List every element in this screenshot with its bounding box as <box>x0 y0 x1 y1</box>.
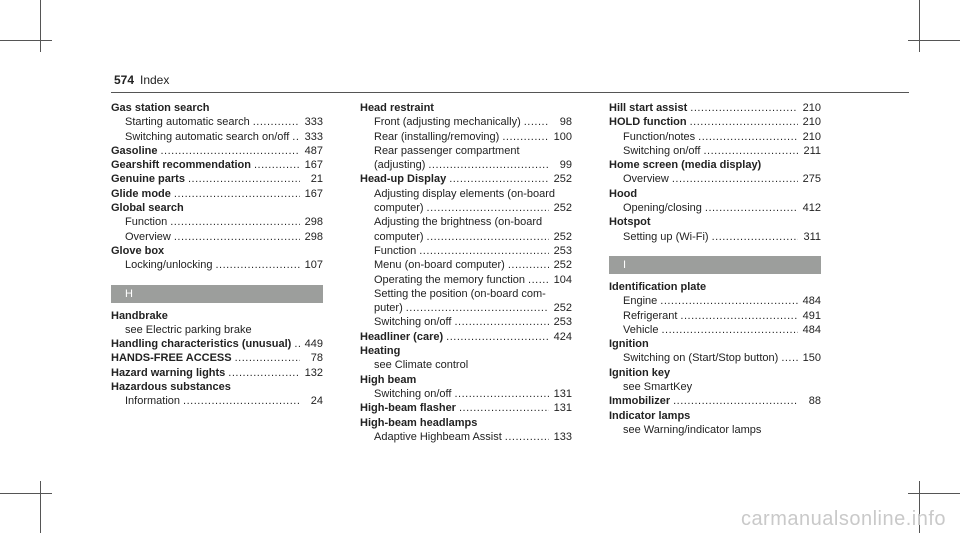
index-entry[interactable] <box>111 187 323 201</box>
dot-leader <box>661 323 798 337</box>
page-reference[interactable]: 253 <box>553 244 572 257</box>
dot-leader <box>508 258 549 272</box>
dot-leader <box>524 115 549 129</box>
dot-leader <box>215 258 300 272</box>
page-reference[interactable]: 21 <box>310 173 323 186</box>
section-letter-header: H <box>111 285 323 303</box>
entry-text: Vehicle <box>623 323 659 336</box>
section-letter-header: I <box>609 256 821 274</box>
index-entry[interactable] <box>609 394 821 408</box>
entry-text: Setting up (Wi-Fi) <box>623 230 709 243</box>
dot-leader <box>690 115 798 129</box>
entry-text: Hill start assist <box>609 102 688 114</box>
index-subentry[interactable] <box>609 172 821 186</box>
entry-text: Handling characteristics (unusual) <box>111 338 292 351</box>
page-reference[interactable]: 484 <box>802 295 821 308</box>
index-subentry[interactable]: see Warning/indicator lamps <box>623 423 762 436</box>
page-reference[interactable]: 253 <box>553 316 572 329</box>
page-reference[interactable]: 210 <box>802 102 821 114</box>
entry-text: Rear (installing/removing) <box>374 130 500 143</box>
page-reference[interactable]: 252 <box>553 302 572 315</box>
crop-mark <box>0 40 52 41</box>
dot-leader <box>454 387 549 401</box>
dot-leader <box>228 366 300 380</box>
index-entry: Home screen (media display) <box>609 159 762 172</box>
crop-mark <box>919 0 920 52</box>
dot-leader <box>705 201 798 215</box>
entry-text: Overview <box>125 230 171 243</box>
index-entry[interactable] <box>111 337 323 351</box>
dot-leader <box>698 130 798 144</box>
index-column-2 <box>360 101 572 444</box>
entry-text: Switching automatic search on/off <box>125 130 290 143</box>
index-entry: High beam <box>360 373 417 386</box>
dot-leader <box>673 394 798 408</box>
dot-leader <box>235 351 300 365</box>
index-entry: Ignition <box>609 338 649 351</box>
index-subentry[interactable] <box>360 387 572 401</box>
dot-leader <box>406 301 549 315</box>
index-entry: Identification plate <box>609 280 707 293</box>
index-entry[interactable] <box>111 351 323 365</box>
dot-leader <box>680 309 798 323</box>
index-entry: Hazardous substances <box>111 381 231 394</box>
index-subentry[interactable] <box>609 130 821 144</box>
crop-mark <box>908 493 960 494</box>
entry-text: Opening/closing <box>623 202 702 215</box>
index-subentry[interactable] <box>609 294 821 308</box>
dot-leader <box>712 230 798 244</box>
index-subentry[interactable] <box>609 144 821 158</box>
page-reference[interactable]: 98 <box>559 116 572 129</box>
index-subentry[interactable] <box>360 230 572 244</box>
page-reference[interactable]: 210 <box>802 116 821 129</box>
dot-leader <box>160 144 300 158</box>
entry-text: Genuine parts <box>111 173 185 186</box>
entry-text: HANDS-FREE ACCESS <box>111 352 232 365</box>
page-reference[interactable]: 88 <box>808 395 821 408</box>
index-subentry[interactable] <box>360 258 572 272</box>
page-reference[interactable]: 252 <box>553 259 572 272</box>
index-entry[interactable] <box>360 330 572 344</box>
page-reference[interactable]: 412 <box>802 202 821 215</box>
index-subentry[interactable]: see Electric parking brake <box>125 323 252 336</box>
entry-text: Information <box>125 395 181 408</box>
entry-text: Switching on (Start/Stop button) <box>623 352 779 365</box>
index-subentry[interactable]: Setting the position (on-board com- <box>374 287 546 300</box>
crop-mark <box>0 493 52 494</box>
page-reference[interactable]: 298 <box>304 216 323 229</box>
entry-text: Front (adjusting mechanically) <box>374 116 521 129</box>
page-reference[interactable]: 78 <box>310 352 323 365</box>
index-entry[interactable] <box>360 401 572 415</box>
index-column-3 <box>609 101 821 437</box>
entry-text: Adaptive Highbeam Assist <box>374 430 502 443</box>
dot-leader <box>528 273 549 287</box>
index-entry[interactable] <box>111 366 323 380</box>
index-subentry[interactable] <box>609 323 821 337</box>
dot-leader <box>253 115 300 129</box>
dot-leader <box>505 430 549 444</box>
dot-leader <box>672 172 798 186</box>
index-entry: Global search <box>111 202 184 215</box>
crop-mark <box>40 481 41 533</box>
index-entry: Ignition key <box>609 366 671 379</box>
index-subentry[interactable]: Adjusting the brightness (on-board <box>374 216 543 229</box>
page-reference[interactable]: 167 <box>304 159 323 172</box>
dot-leader <box>174 187 300 201</box>
index-entry[interactable] <box>360 172 572 186</box>
index-entry: Head restraint <box>360 102 434 114</box>
entry-text: Menu (on-board computer) <box>374 259 505 272</box>
index-subentry[interactable] <box>360 430 572 444</box>
dot-leader <box>183 394 300 408</box>
index-subentry[interactable]: Adjusting display elements (on-board <box>374 187 555 200</box>
page-reference[interactable]: 133 <box>553 430 572 443</box>
index-subentry[interactable]: see SmartKey <box>623 381 693 394</box>
entry-text: Starting automatic search <box>125 116 250 129</box>
entry-text: computer) <box>374 202 424 215</box>
entry-text: (adjusting) <box>374 159 426 172</box>
crop-mark <box>908 40 960 41</box>
entry-text: Switching on/off <box>623 144 701 157</box>
entry-text: Function <box>125 216 168 229</box>
page-reference[interactable]: 131 <box>553 387 572 400</box>
index-subentry[interactable] <box>111 258 323 272</box>
page-reference[interactable]: 449 <box>304 338 323 351</box>
index-subentry[interactable] <box>360 201 572 215</box>
entry-text: Engine <box>623 295 658 308</box>
dot-leader <box>419 244 549 258</box>
page-reference[interactable]: 252 <box>553 202 572 215</box>
index-subentry[interactable] <box>111 115 323 129</box>
index-subentry[interactable] <box>360 158 572 172</box>
page-number: 574 <box>114 73 135 87</box>
dot-leader <box>174 230 300 244</box>
entry-text: High-beam flasher <box>360 402 456 415</box>
index-subentry[interactable] <box>360 315 572 329</box>
entry-text: Function/notes <box>623 130 696 143</box>
dot-leader <box>427 201 549 215</box>
page-reference[interactable]: 131 <box>553 402 572 415</box>
index-entry: Handbrake <box>111 309 168 322</box>
dot-leader <box>427 230 549 244</box>
page-reference[interactable]: 24 <box>310 395 323 408</box>
index-subentry[interactable] <box>360 115 572 129</box>
dot-leader <box>660 294 798 308</box>
page-reference[interactable]: 298 <box>304 230 323 243</box>
dot-leader <box>446 330 549 344</box>
page-reference[interactable]: 491 <box>802 309 821 322</box>
dot-leader <box>454 315 549 329</box>
index-subentry[interactable] <box>360 244 572 258</box>
index-subentry[interactable] <box>111 394 323 408</box>
page-reference[interactable]: 211 <box>803 144 821 157</box>
page-reference[interactable]: 104 <box>553 273 572 286</box>
index-subentry[interactable] <box>609 309 821 323</box>
page-reference[interactable]: 167 <box>304 187 323 200</box>
entry-text: Immobilizer <box>609 395 671 408</box>
index-entry: High-beam headlamps <box>360 416 478 429</box>
entry-text: Headliner (care) <box>360 330 444 343</box>
page-reference[interactable]: 210 <box>802 130 821 143</box>
index-subentry[interactable] <box>609 230 821 244</box>
index-subentry[interactable] <box>111 230 323 244</box>
entry-text: Switching on/off <box>374 316 452 329</box>
index-subentry[interactable] <box>360 301 572 315</box>
entry-text: Function <box>374 244 417 257</box>
page-reference[interactable]: 311 <box>803 230 821 243</box>
page-reference[interactable]: 150 <box>802 352 821 365</box>
page-reference[interactable]: 107 <box>304 259 323 272</box>
entry-text: computer) <box>374 230 424 243</box>
dot-leader <box>170 215 300 229</box>
index-subentry[interactable] <box>609 351 821 365</box>
entry-text: Switching on/off <box>374 387 452 400</box>
index-entry: Gas station search <box>111 102 210 114</box>
entry-text: Gasoline <box>111 144 158 157</box>
crop-mark <box>40 0 41 52</box>
dot-leader <box>502 130 549 144</box>
entry-text: Operating the memory function <box>374 273 526 286</box>
index-entry[interactable] <box>111 144 323 158</box>
entry-text: Gearshift recommendation <box>111 159 251 172</box>
page-reference[interactable]: 424 <box>553 330 572 343</box>
index-entry[interactable] <box>111 172 323 186</box>
index-subentry[interactable]: see Climate control <box>374 359 469 372</box>
page-reference[interactable]: 99 <box>559 159 572 172</box>
index-entry[interactable] <box>111 158 323 172</box>
index-subentry[interactable] <box>360 273 572 287</box>
index-entry: Hotspot <box>609 216 651 229</box>
entry-text: Overview <box>623 173 669 186</box>
page-reference[interactable]: 252 <box>553 173 572 186</box>
index-subentry[interactable] <box>111 215 323 229</box>
dot-leader <box>690 101 798 115</box>
index-subentry[interactable] <box>360 130 572 144</box>
index-column-1 <box>111 101 323 409</box>
index-subentry[interactable] <box>609 201 821 215</box>
dot-leader <box>292 130 300 144</box>
dot-leader <box>449 172 549 186</box>
page-reference[interactable]: 252 <box>553 230 572 243</box>
page-reference[interactable]: 333 <box>304 130 323 143</box>
entry-text: Refrigerant <box>623 309 678 322</box>
page-section-label: Index <box>140 73 170 87</box>
dot-leader <box>294 337 300 351</box>
index-subentry[interactable] <box>111 130 323 144</box>
index-entry[interactable] <box>609 115 821 129</box>
dot-leader <box>781 351 798 365</box>
page-reference[interactable]: 132 <box>304 366 323 379</box>
dot-leader <box>254 158 300 172</box>
index-entry: Indicator lamps <box>609 409 691 422</box>
dot-leader <box>428 158 549 172</box>
page-reference[interactable]: 487 <box>304 144 323 157</box>
page-reference[interactable]: 275 <box>802 173 821 186</box>
index-subentry[interactable]: Rear passenger compartment <box>374 144 520 157</box>
page-reference[interactable]: 333 <box>304 116 323 129</box>
dot-leader <box>703 144 798 158</box>
entry-text: Hazard warning lights <box>111 366 226 379</box>
entry-text: Locking/unlocking <box>125 259 213 272</box>
entry-text: HOLD function <box>609 116 687 129</box>
watermark-text: carmanualsonline.info <box>740 508 946 530</box>
dot-leader <box>459 401 549 415</box>
index-entry: Hood <box>609 187 638 200</box>
page-reference[interactable]: 100 <box>553 130 572 143</box>
dot-leader <box>188 172 300 186</box>
index-entry[interactable] <box>609 101 821 115</box>
entry-text: Glide mode <box>111 187 171 200</box>
header-rule <box>111 92 909 93</box>
index-entry: Glove box <box>111 244 165 257</box>
page-reference[interactable]: 484 <box>802 323 821 336</box>
entry-text: puter) <box>374 302 403 315</box>
entry-text: Head-up Display <box>360 173 447 186</box>
index-entry: Heating <box>360 345 401 358</box>
